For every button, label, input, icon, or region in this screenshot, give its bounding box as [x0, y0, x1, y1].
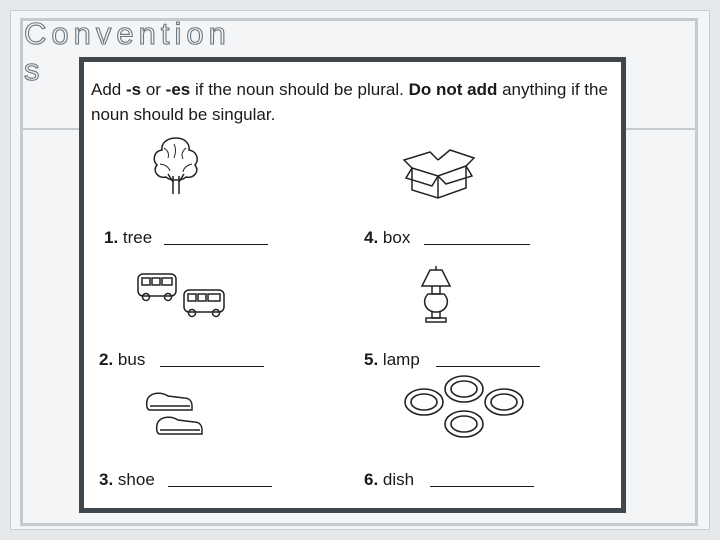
shoes-icon: [144, 388, 206, 442]
answer-line-2[interactable]: [160, 366, 264, 367]
lamp-icon: [416, 264, 456, 326]
tree-icon: [146, 134, 206, 196]
item-3: 3. shoe: [99, 470, 155, 489]
buses-icon: [132, 268, 232, 322]
answer-line-4[interactable]: [424, 244, 530, 245]
answer-line-1[interactable]: [164, 244, 268, 245]
answer-line-6[interactable]: [430, 486, 534, 487]
item-5: 5. lamp: [364, 350, 420, 369]
item-1: 1. tree: [104, 228, 153, 247]
dishes-icon: [402, 374, 526, 444]
item-6: 6. dish: [364, 470, 415, 489]
answer-line-3[interactable]: [168, 486, 272, 487]
box-icon: [402, 148, 476, 200]
worksheet-instructions: Add -s or -es if the noun should be plural. Do not add anything if the noun should be singular.: [91, 80, 608, 124]
item-4: 4. box: [364, 228, 411, 247]
item-2: 2. bus: [99, 350, 146, 369]
slide-title: Conventions: [24, 16, 231, 87]
worksheet-image: [79, 57, 626, 513]
answer-line-5[interactable]: [436, 366, 540, 367]
